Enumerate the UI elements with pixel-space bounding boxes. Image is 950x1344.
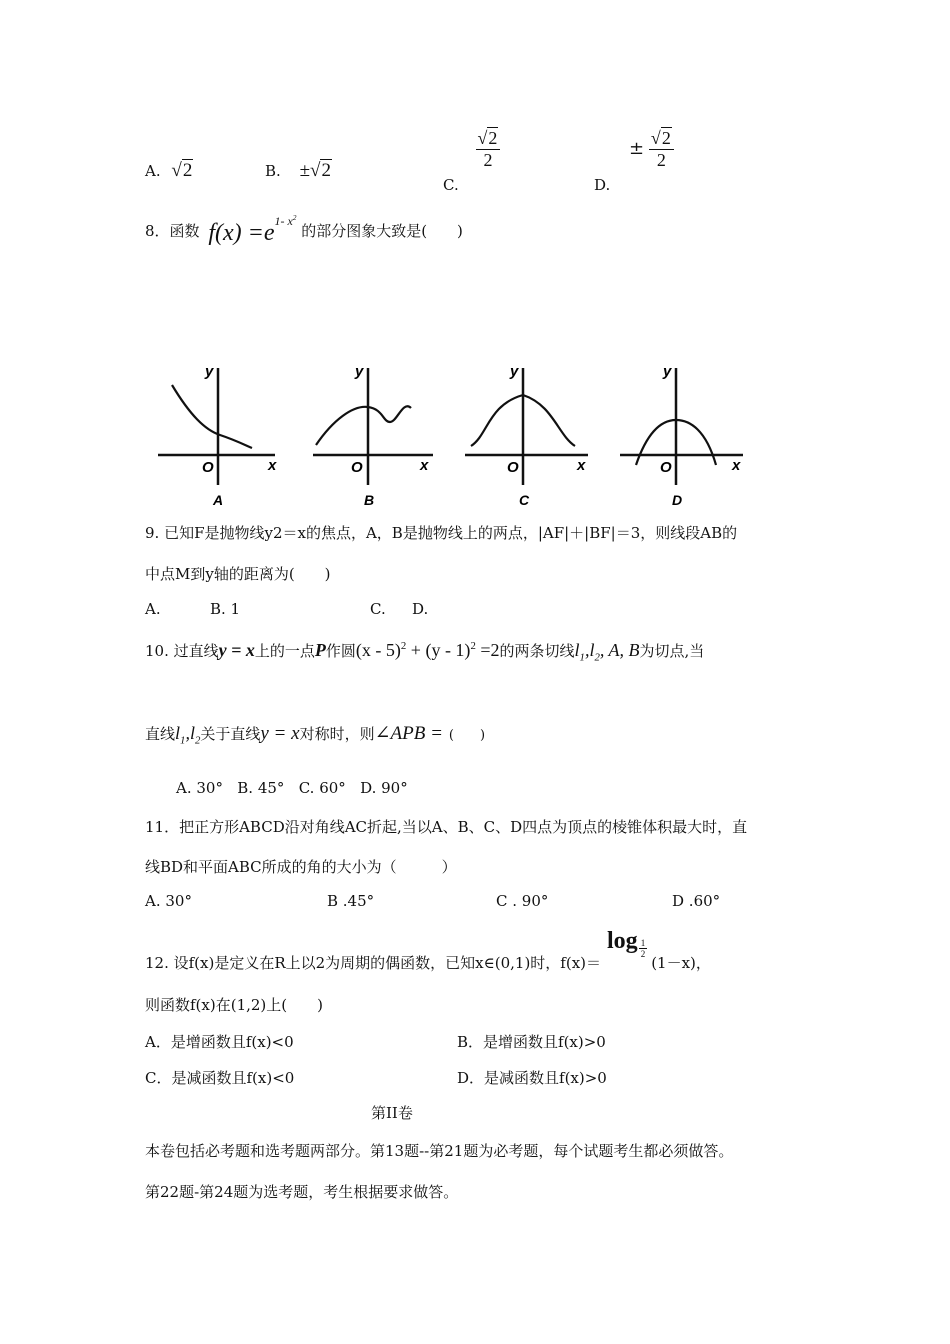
q9-line2: 中点M到y轴的距离为( ) — [145, 565, 331, 583]
origin-label: O — [202, 459, 214, 476]
graph-label-b: B — [364, 492, 375, 508]
fraction: $\frac{√2}{2}$ — [649, 128, 674, 171]
graph-b — [313, 363, 433, 508]
q9-option-a: A. — [145, 600, 161, 618]
origin-label: O — [351, 459, 363, 476]
q9-option-c: C. — [370, 600, 386, 618]
q12-option-d: D．是减函数且f(x)>0 — [457, 1069, 607, 1087]
origin-label: O — [660, 459, 672, 476]
log-expression: log $\frac{1}{2}$ — [607, 928, 646, 959]
y-axis-label: y — [205, 363, 214, 380]
fraction: $\frac{√2}{2}$ — [476, 128, 501, 171]
q7-option-c: C. $\frac{√2}{2}$ — [443, 128, 500, 171]
graph-d — [620, 363, 743, 508]
graph-a — [158, 363, 277, 508]
q12-option-c: C．是减函数且f(x)<0 — [145, 1069, 295, 1087]
x-axis-label: x — [577, 457, 586, 474]
q11-option-d: D .60° — [672, 892, 721, 910]
q9-option-b: B. 1 — [210, 600, 241, 618]
graph-label-c: C — [519, 492, 530, 508]
q7-option-a: A. √2 — [145, 160, 193, 181]
q12-option-a: A．是增函数且f(x)<0 — [145, 1033, 294, 1051]
q7-option-d: D. ± $\frac{√2}{2}$ — [594, 128, 674, 171]
q11-line1: 11．把正方形ABCD沿对角线AC折起,当以A、B、C、D四点为顶点的棱锥体积最大时，直 — [145, 818, 748, 836]
q8-question: 8．函数 $f(x) =e^{1- x^2}$ 的部分图象大致是( ) — [145, 214, 463, 246]
q8-graphs — [150, 360, 750, 510]
q10-options: A. 30° B. 45° C. 60° D. 90° — [176, 779, 408, 797]
graph-label-d: D — [672, 492, 683, 508]
function-formula: $f(x) =e^{1- x^2}$ — [208, 214, 297, 246]
y-axis-label: y — [355, 363, 364, 380]
q11-option-b: B .45° — [327, 892, 375, 910]
q10-line1: 10. 过直线y = x上的一点P作圆(x - 5)$^2$ + (y - 1)$^2$ =2的两条切线$l_1,l_2$, A, B为切点,当 — [145, 640, 705, 664]
q12-line1: 12. 设f(x)是定义在R上以2为周期的偶函数，已知x∈(0,1)时，f(x)＝log $\frac{1}{2}$ (1－x)， — [145, 928, 711, 972]
y-axis-label: y — [510, 363, 519, 380]
x-axis-label: x — [420, 457, 429, 474]
circle-equation: (x - 5)$^2$ + (y - 1)$^2$ =2 — [355, 640, 500, 660]
q9-option-d: D. — [412, 600, 429, 618]
q12-option-b: B．是增函数且f(x)>0 — [457, 1033, 606, 1051]
x-axis-label: x — [268, 457, 277, 474]
q11-option-a: A. 30° — [145, 892, 192, 910]
y-axis-label: y — [663, 363, 672, 380]
sqrt-expression: √2 — [171, 160, 193, 181]
section-desc-line2: 第22题-第24题为选考题，考生根据要求做答。 — [145, 1183, 459, 1201]
q11-line2: 线BD和平面ABC所成的角的大小为（ ） — [145, 858, 457, 876]
q11-option-c: C . 90° — [496, 892, 549, 910]
section-title: 第II卷 — [371, 1104, 413, 1122]
q9-line1: 9. 已知F是抛物线y2＝x的焦点，A，B是抛物线上的两点，|AF|＋|BF|＝3，则线段AB的 — [145, 524, 738, 542]
q12-line2: 则函数f(x)在(1,2)上( ) — [145, 996, 323, 1014]
section-desc-line1: 本卷包括必考题和选考题两部分。第13题--第21题为必考题，每个试题考生都必须做答。 — [145, 1142, 734, 1160]
x-axis-label: x — [732, 457, 741, 474]
q10-line2: 直线$l_1,l_2$关于直线y = x对称时，则∠APB = ( ) — [145, 723, 486, 747]
graph-label-a: A — [213, 492, 224, 508]
graph-c — [465, 363, 588, 508]
origin-label: O — [507, 459, 519, 476]
q7-option-b: B. ±√2 — [265, 160, 331, 181]
